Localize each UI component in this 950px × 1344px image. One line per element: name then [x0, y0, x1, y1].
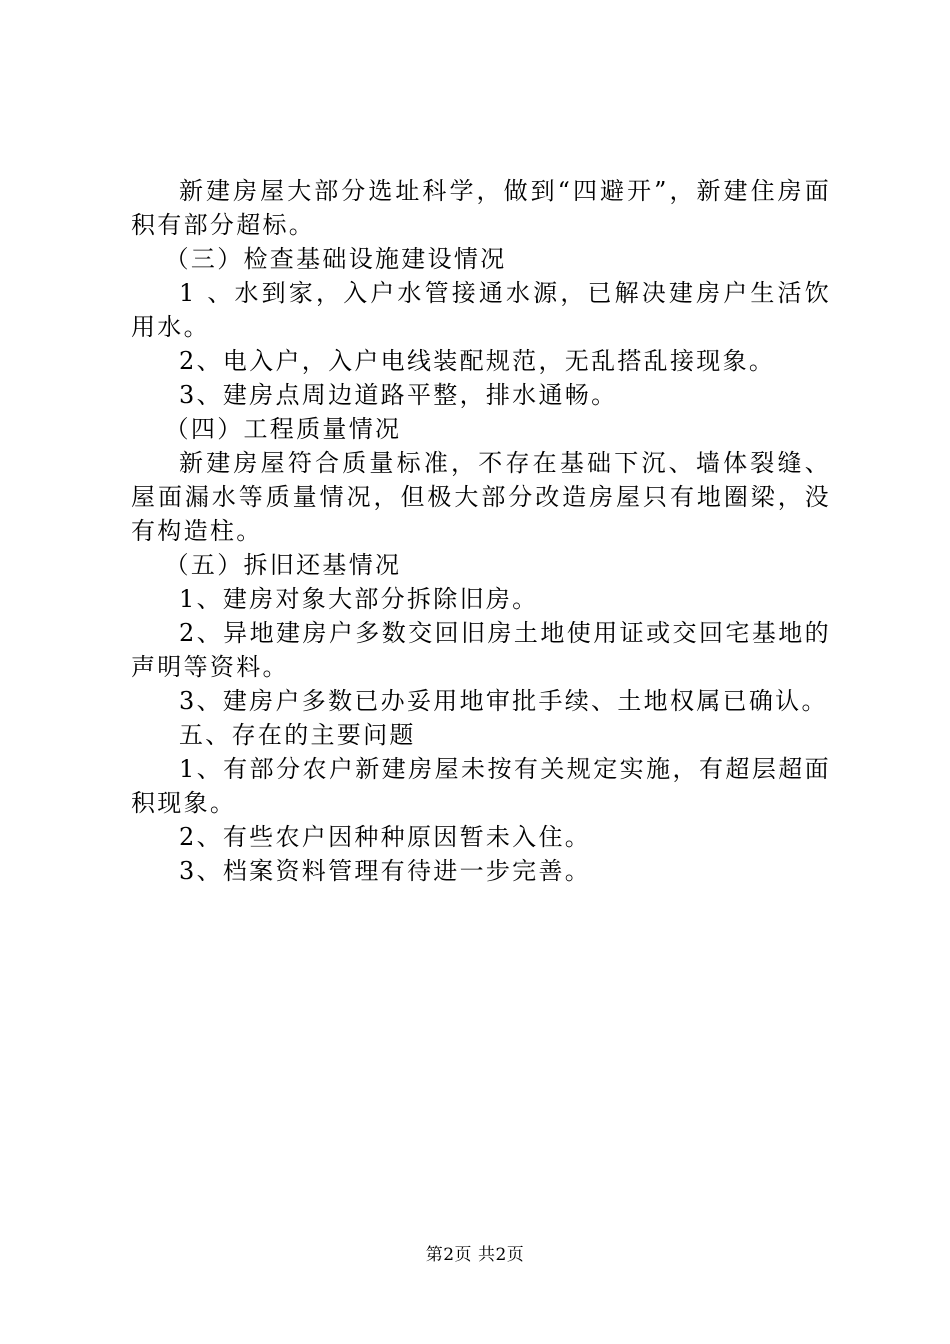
- paragraph-demolition-1: 1、建房对象大部分拆除旧房。: [179, 585, 539, 613]
- paragraph-site-selection: 新建房屋大部分选址科学，做到“四避开”，新建住房面积有部分超标。: [131, 177, 831, 239]
- section-heading-problems: 五、存在的主要问题: [179, 721, 416, 749]
- page-number-footer: 第2页 共2页: [425, 1245, 525, 1265]
- paragraph-problem-1: 1、有部分农户新建房屋未按有关规定实施，有超层超面积现象。: [131, 755, 831, 817]
- paragraph-demolition-3: 3、建房户多数已办妥用地审批手续、土地权属已确认。: [179, 687, 828, 715]
- paragraph-quality: 新建房屋符合质量标准，不存在基础下沉、墙体裂缝、屋面漏水等质量情况，但极大部分改造房屋只有地圈梁，没有构造柱。: [131, 449, 831, 545]
- document-body: [131, 174, 831, 888]
- paragraph-roads: 3、建房点周边道路平整，排水通畅。: [179, 381, 618, 409]
- paragraph-electricity: 2、电入户，入户电线装配规范，无乱搭乱接现象。: [179, 347, 776, 375]
- section-heading-demolition: （五）拆旧还基情况: [164, 551, 402, 579]
- section-heading-infrastructure: （三）检查基础设施建设情况: [164, 245, 507, 273]
- section-heading-quality: （四）工程质量情况: [164, 415, 402, 443]
- paragraph-water: 1 、水到家，入户水管接通水源，已解决建房户生活饮用水。: [131, 279, 831, 341]
- paragraph-problem-3: 3、档案资料管理有待进一步完善。: [179, 857, 592, 885]
- paragraph-demolition-2: 2、异地建房户多数交回旧房土地使用证或交回宅基地的声明等资料。: [131, 619, 831, 681]
- paragraph-problem-2: 2、有些农户因种种原因暂未入住。: [179, 823, 592, 851]
